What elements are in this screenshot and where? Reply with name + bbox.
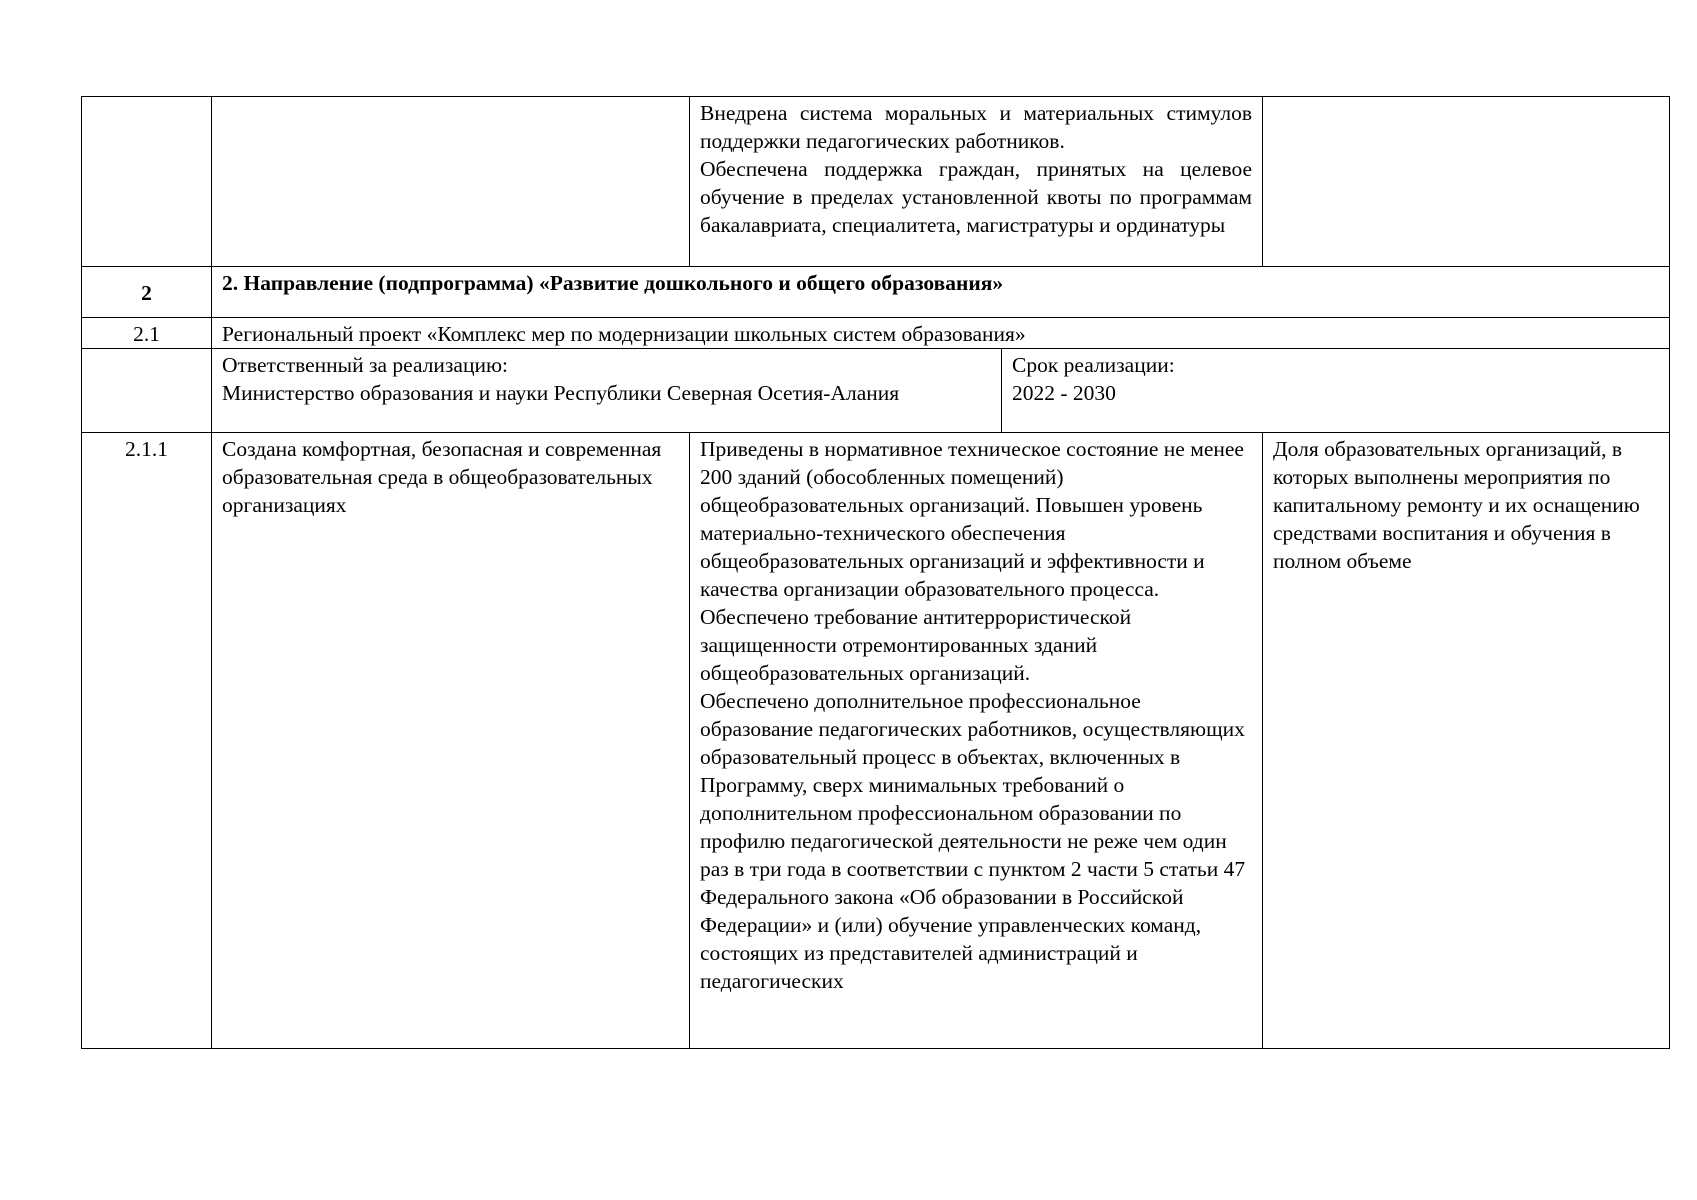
result-paragraph: Внедрена система моральных и материальных стимулов поддержки педагогических работников. [700,101,1253,153]
cell-results [690,97,1263,267]
project-title: Региональный проект «Комплекс мер по модернизации школьных систем образования» [212,318,1670,349]
result-paragraph: Обеспечено дополнительное профессиональное образование педагогических работников, осуществляющих образовательный процесс в объектах, включенных в Программу, сверх минимальных требований о дополнительном профессиональном образовании по профилю педагогической деятельности не реже чем один раз в три года в соответствии с пунктом 2 части 5 статьи 47 Федерального закона «Об образовании в Российской Федерации» и (или) обучение управленческих команд, состоящих из представителей администраций и педагогических [700,689,1246,993]
result-paragraph: Обеспечена поддержка граждан, принятых на целевое обучение в пределах установленной квоты по программам бакалавриата, специалитета, магистратуры и ординатуры [700,157,1253,237]
responsible-value: Министерство образования и науки Республики Северная Осетия-Алания [222,381,900,405]
result-paragraph: Обеспечено требование антитеррористической защищенности отремонтированных зданий общеобразовательных организаций. [700,605,1132,685]
table-row-task [82,433,1670,1049]
responsible-cell [212,349,1002,433]
document-table [81,96,1670,1049]
task-indicator: Доля образовательных организаций, в которых выполнены мероприятия по капитальному ремонту и их оснащению средствами воспитания и обучения в полном объеме [1263,433,1670,1049]
term-label: Срок реализации: [1012,353,1175,377]
cell-indicator [1263,97,1670,267]
term-cell [1002,349,1670,433]
project-number: 2.1 [82,318,212,349]
task-results [690,433,1263,1049]
table-row-section [82,267,1670,318]
result-paragraph: Приведены в нормативное техническое состояние не менее 200 зданий (обособленных помещений) общеобразовательных организаций. Повышен уровень материально-технического обеспечения общеобразовательных организаций и эффективности и качества организации образовательного процесса. [700,437,1244,601]
table-row-responsible [82,349,1670,433]
cell-task [212,97,690,267]
task-description: Создана комфортная, безопасная и современная образовательная среда в общеобразовательных организациях [212,433,690,1049]
table-row-project [82,318,1670,349]
section-number: 2 [82,267,212,318]
table-row-continuation [82,97,1670,267]
cell-number [82,349,212,433]
term-value: 2022 - 2030 [1012,381,1116,405]
responsible-label: Ответственный за реализацию: [222,353,509,377]
section-title: 2. Направление (подпрограмма) «Развитие дошкольного и общего образования» [212,267,1670,318]
task-number: 2.1.1 [82,433,212,1049]
cell-number [82,97,212,267]
